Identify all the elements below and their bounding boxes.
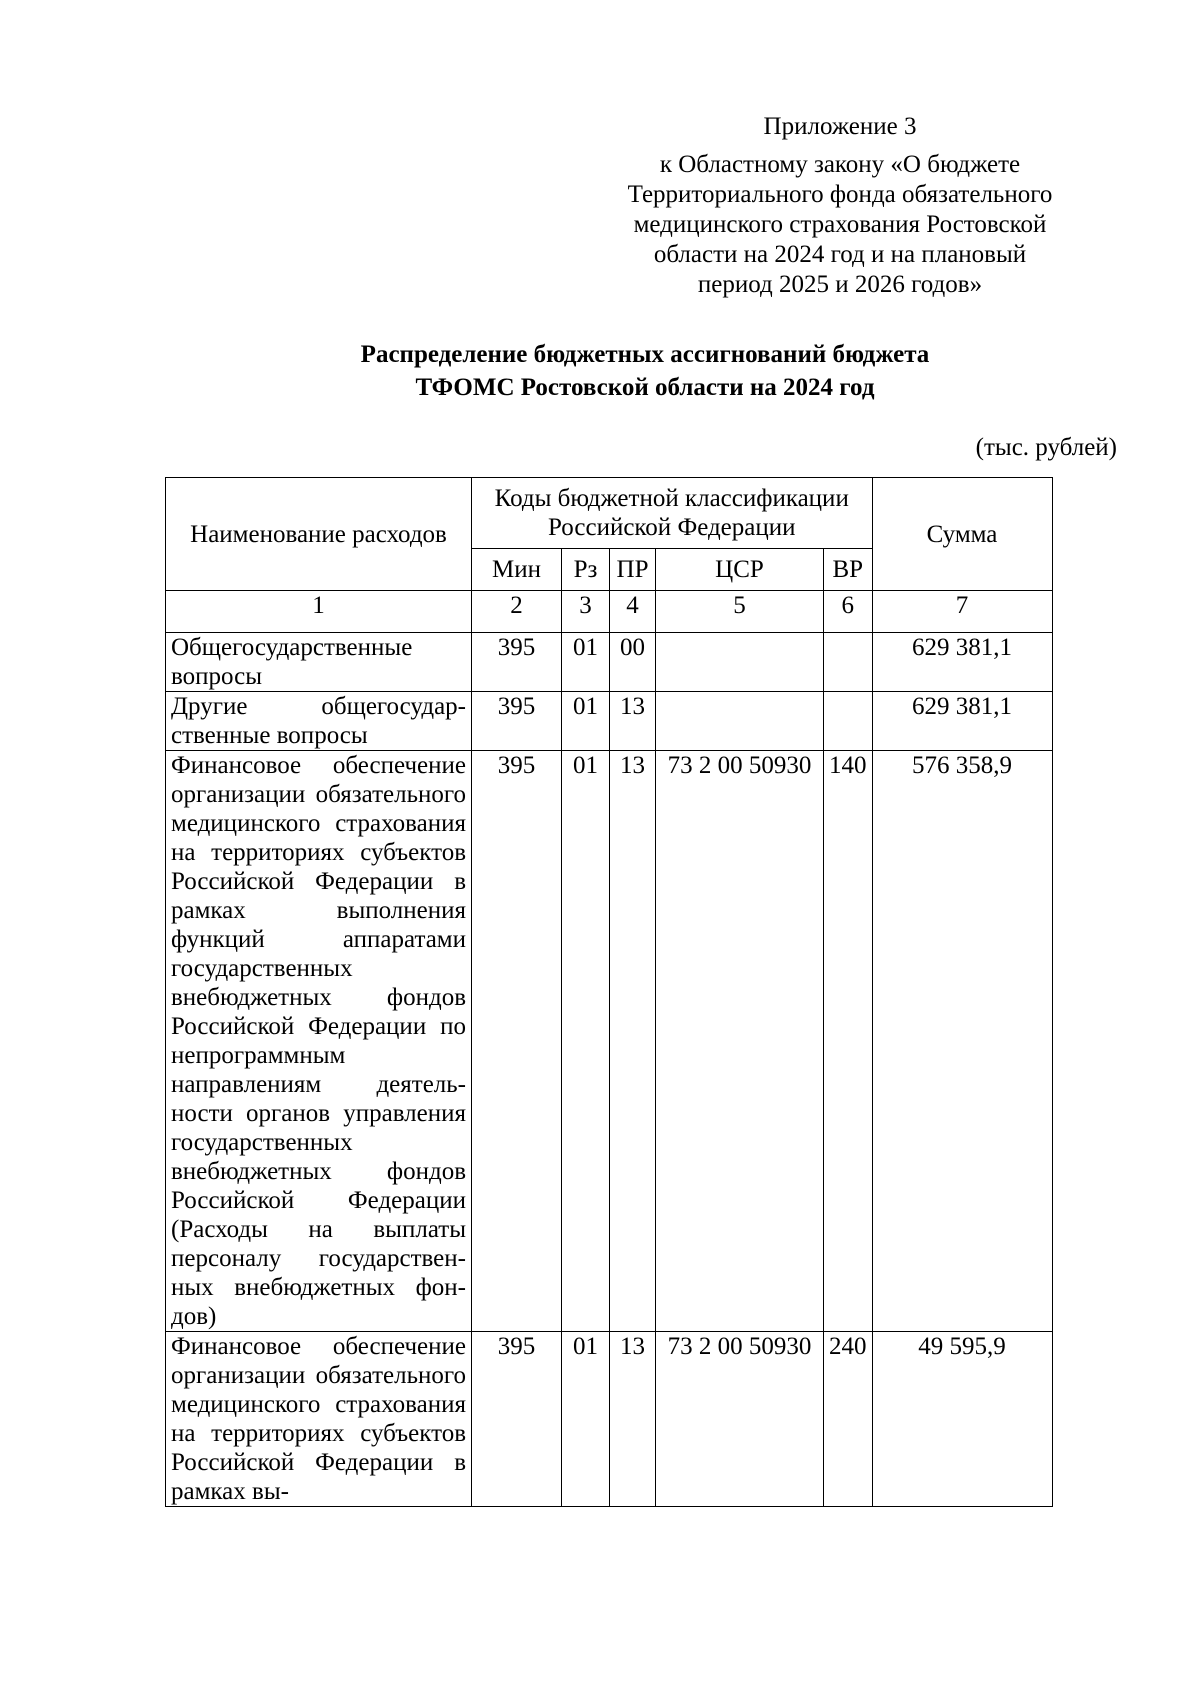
appendix-number: Приложение 3 xyxy=(763,113,917,140)
row-rz: 01 xyxy=(562,751,610,1332)
column-number: 5 xyxy=(656,591,824,633)
row-min: 395 xyxy=(472,751,562,1332)
column-number: 2 xyxy=(472,591,562,633)
appendix-header xyxy=(590,112,1090,300)
column-number: 7 xyxy=(872,591,1052,633)
header-rz: Рз xyxy=(562,549,610,591)
row-csr: 73 2 00 50930 xyxy=(656,1332,824,1507)
row-csr: 73 2 00 50930 xyxy=(656,751,824,1332)
header-codes-group: Коды бюджетной классификации Российской Федерации xyxy=(472,478,873,549)
column-number: 1 xyxy=(166,591,472,633)
table-row xyxy=(166,633,1053,692)
row-pr: 13 xyxy=(610,751,656,1332)
row-min: 395 xyxy=(472,692,562,751)
row-csr xyxy=(656,633,824,692)
row-sum: 629 381,1 xyxy=(872,692,1052,751)
header-min: Мин xyxy=(472,549,562,591)
row-rz: 01 xyxy=(562,692,610,751)
row-pr: 13 xyxy=(610,692,656,751)
header-pr: ПР xyxy=(610,549,656,591)
header-vr: ВР xyxy=(824,549,873,591)
column-number: 6 xyxy=(824,591,873,633)
appendix-line: медицинского страхования Ростовской xyxy=(633,211,1047,238)
header-csr: ЦСР xyxy=(656,549,824,591)
row-vr xyxy=(824,692,873,751)
row-name: Финансовое обеспечение организации обязательного медицинского страхования на территориях субъектов Российской Федерации в рамках вы- xyxy=(171,1333,466,1505)
row-sum: 49 595,9 xyxy=(872,1332,1052,1507)
title-line-2: ТФОМС Ростовской области на 2024 год xyxy=(415,374,875,401)
row-vr: 240 xyxy=(824,1332,873,1507)
row-pr: 13 xyxy=(610,1332,656,1507)
table-row xyxy=(166,692,1053,751)
table-row xyxy=(166,751,1053,1332)
row-rz: 01 xyxy=(562,633,610,692)
table-row xyxy=(166,1332,1053,1507)
row-pr: 00 xyxy=(610,633,656,692)
row-name: Финансовое обеспечение организации обязательного медицинского страхования на территориях субъектов Российской Федерации в рамках выполнения функций аппаратами государственных внебюджетных фондов Российской Федерации по непрограммным направлениям деятельности органов управления государственных внебюджетных фондов Российской Федерации (Расходы на выплаты персоналу государственных внебюджетных фондов) xyxy=(166,751,472,1332)
row-vr xyxy=(824,633,873,692)
column-number-row xyxy=(166,591,1053,633)
header-sum: Сумма xyxy=(872,478,1052,591)
appendix-line: области на 2024 год и на плановый xyxy=(653,241,1027,268)
row-name-cell xyxy=(166,1332,472,1507)
column-number: 3 xyxy=(562,591,610,633)
table-header-row xyxy=(166,478,1053,549)
header-name: Наименование расходов xyxy=(166,478,472,591)
column-number: 4 xyxy=(610,591,656,633)
row-min: 395 xyxy=(472,633,562,692)
row-vr: 140 xyxy=(824,751,873,1332)
document-title xyxy=(160,338,1130,404)
row-name: Общегосударственные вопросы xyxy=(166,633,472,692)
row-sum: 576 358,9 xyxy=(872,751,1052,1332)
row-sum: 629 381,1 xyxy=(872,633,1052,692)
row-min: 395 xyxy=(472,1332,562,1507)
title-line-1: Распределение бюджетных ассигнований бюджета xyxy=(360,341,930,368)
appendix-line: период 2025 и 2026 годов» xyxy=(697,271,983,298)
appendix-line: к Областному закону «О бюджете xyxy=(659,151,1021,178)
row-rz: 01 xyxy=(562,1332,610,1507)
budget-table xyxy=(165,477,1053,1507)
row-csr xyxy=(656,692,824,751)
row-name: Другие общегосударственные вопросы xyxy=(166,692,472,751)
units-label: (тыс. рублей) xyxy=(975,434,1117,461)
appendix-line: Территориального фонда обязательного xyxy=(627,181,1053,208)
